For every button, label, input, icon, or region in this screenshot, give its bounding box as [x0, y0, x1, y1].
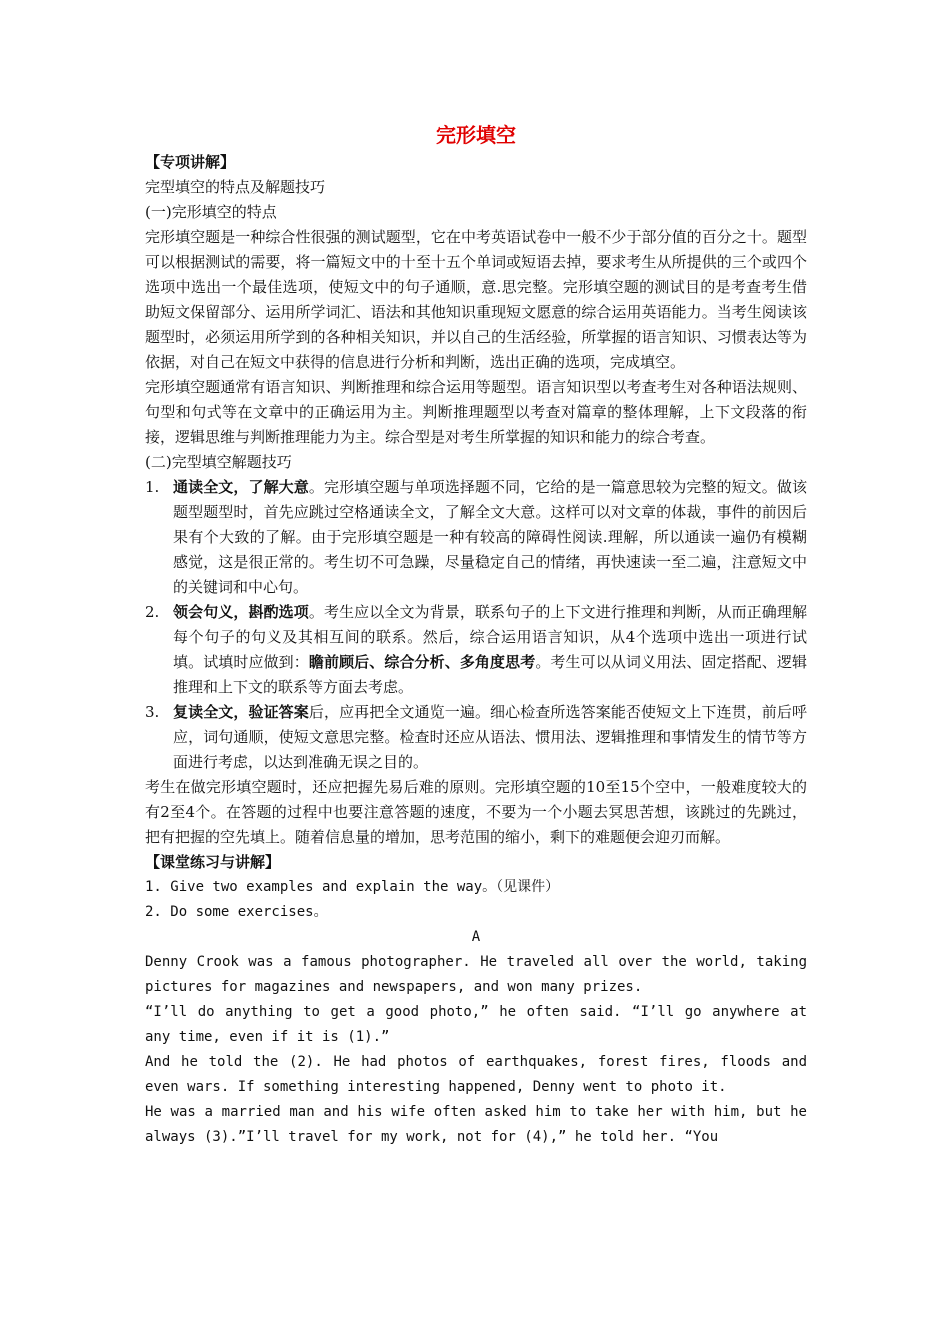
passage-paragraph: He was a married man and his wife often asked him to take her with him, but he always (3).”I’ll travel for my work, not for (4),” he told her. “You	[145, 1104, 807, 1145]
list-item-text: 。完形填空题与单项选择题不同，它给的是一篇意思较为完整的短文。做该题型题型时，首先应跳过空格通读全文，了解全文大意。这样可以对文章的体裁，事件的前因后果有个大致的了解。由于完形填空题是一种有较高的障碍性阅读.理解，所以通读一遍仍有模糊感觉，这是很正常的。考生切不可急躁，尽量稳定自己的情绪，再快速读一至二遍，注意短文中的关键词和中心句。	[173, 478, 807, 596]
section-heading-practice: 【课堂练习与讲解】	[145, 853, 281, 871]
list-item-bold: 通读全文，了解大意	[173, 478, 309, 496]
page-title: 完形填空	[436, 123, 516, 147]
passage-paragraph: “I’ll do anything to get a good photo,” he often said. “I’ll go anywhere at any time, even if it is (1).”	[145, 1004, 807, 1045]
paragraph-3: 考生在做完形填空题时，还应把握先易后难的原则。完形填空题的10至15个空中，一般难度较大的有2至4个。在答题的过程中也要注意答题的速度，不要为一个小题去冥思苦想，该跳过的先跳过，把有把握的空先填上。随着信息量的增加，思考范围的缩小，剩下的难题便会迎刃而解。	[145, 778, 807, 846]
list-item-number: 3.	[145, 703, 160, 721]
list-item-bold: 领会句义，斟酌选项	[173, 603, 309, 621]
passage-label: A	[471, 929, 481, 945]
document-page	[145, 120, 807, 1150]
list-item	[145, 700, 807, 775]
list-item-number: 2.	[145, 603, 160, 621]
practice-line-1: 1. Give two examples and explain the way。（见课件）	[145, 879, 560, 895]
practice-line-2: 2. Do some exercises。	[145, 904, 328, 920]
list-item-number: 1.	[145, 478, 160, 496]
passage-paragraph: Denny Crook was a famous photographer. He traveled all over the world, taking pictures for magazines and newspapers, and won many prizes.	[145, 954, 807, 995]
list-item-text: 。考生应以全文为背景，联系句子的上下文进行推理和判断，从而正确理解每个句子的句义及其相互间的联系。然后，综合运用语言知识，从4个选项中选出一项进行试填。试填时应做到：	[173, 603, 807, 671]
list-item-bold-2: 瞻前顾后、综合分析、多角度思考	[308, 653, 536, 671]
list-item	[145, 600, 807, 700]
passage-paragraph: And he told the (2). He had photos of earthquakes, forest fires, floods and even wars. If something interesting happened, Denny went to photo it.	[145, 1054, 807, 1095]
paragraph-1: 完形填空题是一种综合性很强的测试题型，它在中考英语试卷中一般不少于部分值的百分之十。题型可以根据测试的需要，将一篇短文中的十至十五个单词或短语去掉，要求考生从所提供的三个或四个选项中选出一个最佳选项，使短文中的句子通顺，意.思完整。完形填空题的测试目的是考查考生借助短文保留部分、运用所学词汇、语法和其他知识重现短文愿意的综合运用英语能力。当考生阅读该题型时，必须运用所学到的各种相关知识，并以自己的生活经验，所掌握的语言知识、习惯表达等为依据，对自己在短文中获得的信息进行分析和判断，选出正确的选项，完成填空。	[145, 228, 807, 371]
list-item-bold: 复读全文，验证答案	[173, 703, 309, 721]
list-item-text-2: 。考生可以从词义用法、固定搭配、逻辑推理和上下文的联系等方面去考虑。	[173, 653, 807, 696]
part1-title: (一)完形填空的特点	[145, 203, 277, 221]
paragraph-2: 完形填空题通常有语言知识、判断推理和综合运用等题型。语言知识型以考查考生对各种语法规则、句型和句式等在文章中的正确运用为主。判断推理题型以考查对篇章的整体理解，上下文段落的衔接，逻辑思维与判断推理能力为主。综合型是对考生所掌握的知识和能力的综合考查。	[145, 378, 807, 446]
list-item-text: 后，应再把全文通览一遍。细心检查所选答案能否使短文上下连贯，前后呼应，词句通顺，使短文意思完整。检查时还应从语法、惯用法、逻辑推理和事情发生的情节等方面进行考虑，以达到准确无误之目的。	[173, 703, 807, 771]
subtitle: 完型填空的特点及解题技巧	[145, 178, 326, 196]
section-heading-lecture: 【专项讲解】	[145, 153, 236, 171]
part2-title: (二)完型填空解题技巧	[145, 453, 292, 471]
list-item	[145, 475, 807, 600]
